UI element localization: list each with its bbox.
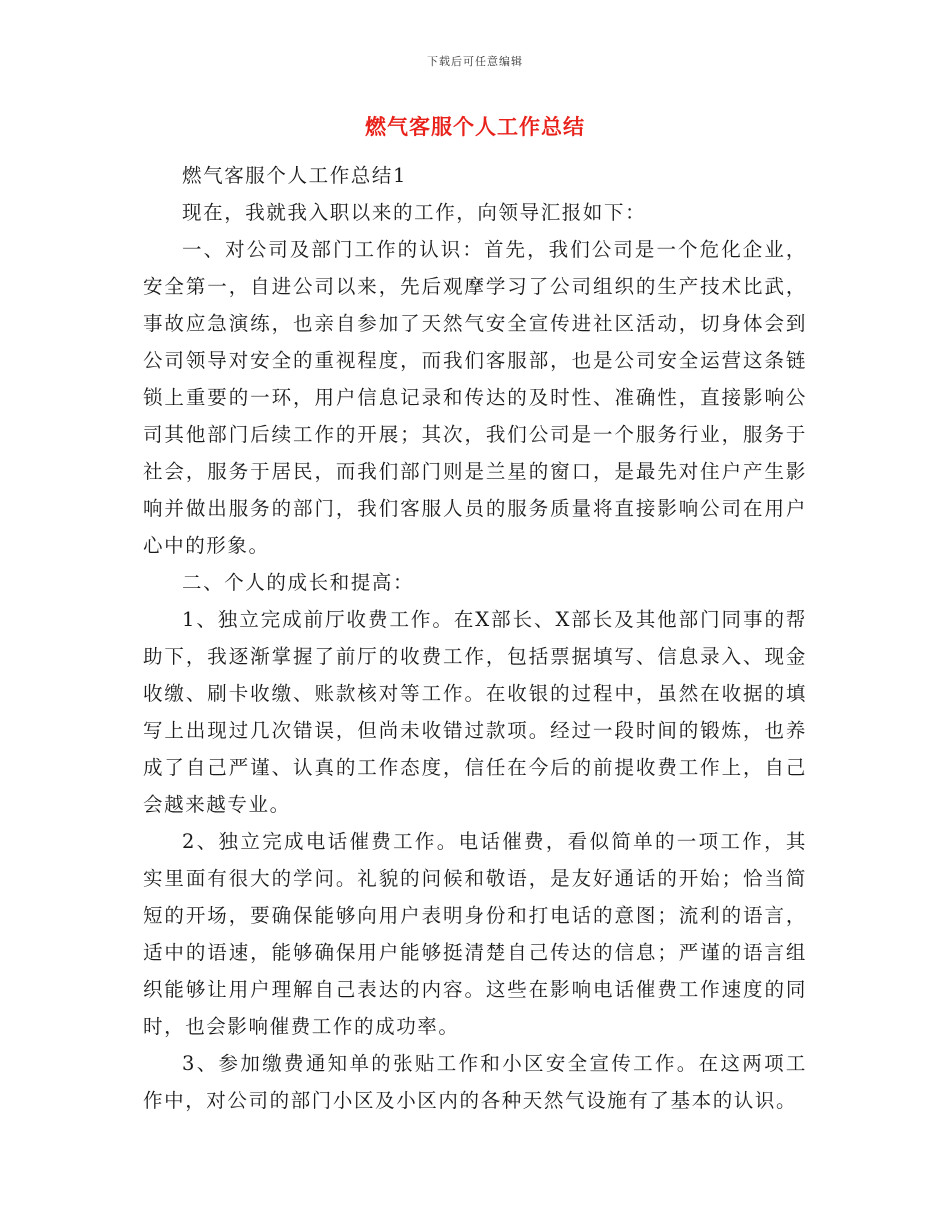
paragraph-notice-posting: 3、参加缴费通知单的张贴工作和小区安全宣传工作。在这两项工作中，对公司的部门小区及小区内的各种天然气设施有了基本的认识。 — [143, 1052, 807, 1112]
section-heading: 燃气客服个人工作总结1 — [182, 164, 408, 187]
document-title: 燃气客服个人工作总结 — [365, 114, 585, 139]
paragraph-phone-collection: 2、独立完成电话催费工作。电话催费，看似简单的一项工作，其实里面有很大的学问。礼貌的问候和敬语，是友好通话的开始；恰当简短的开场，要确保能够向用户表明身份和打电话的意图；流利的语言，适中的语速，能够确保用户能够挺清楚自己传达的信息；严谨的语言组织能够让用户理解自己表达的内容。这些在影响电话催费工作速度的同时，也会影响催费工作的成功率。 — [143, 830, 807, 1038]
paragraph-company-understanding: 一、对公司及部门工作的认识：首先，我们公司是一个危化企业，安全第一，自进公司以来，先后观摩学习了公司组织的生产技术比武，事故应急演练，也亲自参加了天然气安全宣传进社区活动，切身体会到公司领导对安全的重视程度，而我们客服部，也是公司安全运营这条链锁上重要的一环，用户信息记录和传达的及时性、准确性，直接影响公司其他部门后续工作的开展；其次，我们公司是一个服务行业，服务于社会，服务于居民，而我们部门则是兰星的窗口，是最先对住户产生影响并做出服务的部门，我们客服人员的服务质量将直接影响公司在用户心中的形象。 — [143, 238, 807, 557]
page-header: 下载后可任意编辑 — [427, 55, 523, 68]
paragraph-front-desk-fees: 1、独立完成前厅收费工作。在X部长、X部长及其他部门同事的帮助下，我逐渐掌握了前厅的收费工作，包括票据填写、信息录入、现金收缴、刷卡收缴、账款核对等工作。在收银的过程中，虽然在收据的填写上出现过几次错误，但尚未收错过款项。经过一段时间的锻炼，也养成了自己严谨、认真的工作态度，信任在今后的前提收费工作上，自己会越来越专业。 — [143, 608, 807, 816]
intro-paragraph: 现在，我就我入职以来的工作，向领导汇报如下： — [182, 201, 647, 224]
subheading-personal-growth: 二、个人的成长和提高： — [182, 571, 415, 594]
document-body — [143, 157, 807, 1119]
